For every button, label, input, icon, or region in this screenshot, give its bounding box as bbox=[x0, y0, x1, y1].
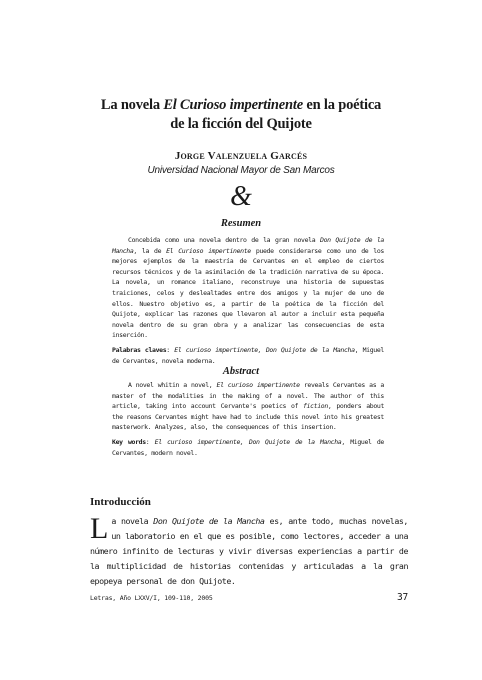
title-part-1: La novela bbox=[100, 97, 164, 113]
abstract-body bbox=[112, 380, 384, 458]
keywords-italic: El curioso impertinente, Don Quijote de la Mancha bbox=[174, 345, 355, 354]
article-title bbox=[60, 96, 422, 134]
ampersand-ornament: & bbox=[230, 181, 252, 212]
title-part-3: en la poética bbox=[302, 97, 382, 113]
abstract-fiction: fiction bbox=[302, 402, 328, 411]
abstract-work: El curioso impertinente bbox=[216, 381, 300, 389]
resumen-text-5: puede considerarse como uno de los mejores ejemplos de la maestría de Cervantes en el empleo de ciertos recursos técnicos y de la asimilación de la tradición narrativa de su época. La novela, un romance italiano, reconstruye una historia de supuestas traiciones, celos y deslealtades entre dos amigos y la mujer de uno de ellos. Nuestro objetivo es, a partir de la poética de la ficción del Quijote, explicar las razones que llevaron al autor a incluir esta pequeña novela dentro de su gran obra y a analizar las consecuencias de esta inserción. bbox=[112, 246, 384, 340]
resumen-heading: Resumen bbox=[220, 218, 262, 229]
resumen-text-3: , la de bbox=[133, 246, 167, 255]
journal-citation: Letras, Año LXXV/I, 109-110, 2005 bbox=[90, 594, 213, 602]
title-line-1 bbox=[60, 96, 422, 115]
intro-text-3: es, ante todo, muchas novelas, un laboratorio en el que es posible, como lectores, acceder a una número infinito de lecturas y vivir diversas experiencias a partir de la multiplicidad de historias contenidas y articuladas a la gran epopeya personal de don Quijote. bbox=[90, 516, 408, 586]
introduccion-body bbox=[90, 514, 408, 589]
resumen-keywords bbox=[112, 345, 384, 366]
author-name: Jorge Valenzuela Garcés bbox=[174, 150, 308, 162]
keywords-sep: : bbox=[166, 345, 175, 354]
keywords-sep: : bbox=[145, 437, 155, 446]
resumen-work-1: Don Quijote de la Mancha bbox=[112, 236, 384, 255]
keywords-italic: El curioso impertinente, Don Quijote de la Mancha bbox=[154, 437, 342, 446]
page-footer bbox=[90, 594, 408, 602]
author-affiliation: Universidad Nacional Mayor de San Marcos bbox=[147, 165, 335, 176]
abstract-text-1: A novel whitin a novel, bbox=[128, 381, 217, 389]
keywords-rest: , Miguel de Cervantes, modern novel. bbox=[112, 437, 384, 457]
abstract-keywords bbox=[112, 437, 384, 458]
keywords-rest: , Miguel de Cervantes, novela moderna. bbox=[112, 345, 384, 365]
introduccion-heading: Introducción bbox=[90, 496, 151, 508]
resumen-text-1: Concebida como una novela dentro de la gran novela bbox=[128, 236, 320, 244]
title-italic-work: El Curioso impertinente bbox=[163, 97, 303, 113]
abstract-text-5: , ponders about the reasons Cervantes might have had to include this novel into his greatest masterwork. Analyzes, also, the consequences of this insertion. bbox=[112, 402, 385, 432]
resumen-body bbox=[112, 235, 384, 366]
keywords-label: Palabras claves bbox=[112, 345, 167, 354]
abstract-paragraph bbox=[112, 380, 384, 433]
abstract-text-3: reveals Cervantes as a master of the modalities in the making of a novel. The author of this article, taking into account Cervante's poetics of bbox=[112, 381, 384, 411]
intro-work: Don Quijote de la Mancha bbox=[153, 516, 265, 526]
title-line-2: de la ficción del Quijote bbox=[170, 116, 312, 132]
resumen-work-2: El Curioso impertinente bbox=[166, 246, 251, 255]
page-number: 37 bbox=[396, 592, 408, 603]
keywords-label: Key words bbox=[112, 437, 146, 446]
intro-text-1: a novela bbox=[111, 516, 154, 526]
abstract-heading: Abstract bbox=[222, 366, 260, 377]
drop-cap: L bbox=[90, 512, 109, 545]
resumen-paragraph bbox=[112, 235, 384, 341]
